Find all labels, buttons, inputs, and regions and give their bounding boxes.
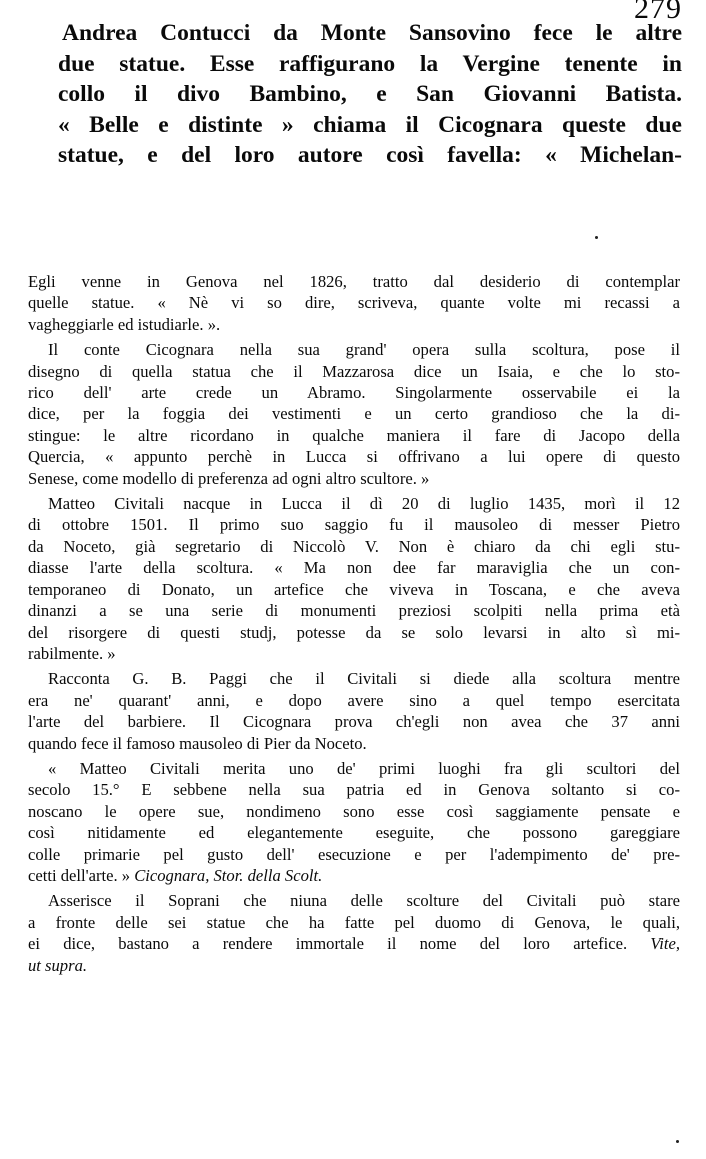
main-text-line: due statue. Esse raffigurano la Vergine tenente in — [58, 50, 682, 77]
citation: Vite, — [650, 934, 680, 954]
footnote-paragraph — [28, 890, 680, 976]
footnote-paragraph — [28, 758, 680, 886]
footnote-paragraph — [28, 271, 680, 335]
main-text-line: collo il divo Bambino, e San Giovanni Batista. — [58, 81, 682, 108]
footnote-line: da Noceto, già segretario di Niccolò V. Non è chiaro da chi egli stu- — [28, 536, 680, 556]
footnote-line: rico dell' arte crede un Abramo. Singolarmente osservabile ei la — [28, 383, 680, 403]
print-speck — [676, 1140, 679, 1143]
footnote-paragraph — [28, 493, 680, 664]
footnote-text: cetti dell'arte. » — [28, 865, 131, 885]
main-text — [58, 18, 682, 171]
footnote-line: dinanzi a se una serie di monumenti preziosi scolpiti nella prima età — [28, 601, 680, 621]
page-number: 279 — [634, 0, 682, 25]
citation: Cicognara, Stor. della Scolt. — [134, 865, 323, 885]
footnote-line: quelle statue. « Nè vi so dire, scriveva, quante volte mi recassi a — [28, 293, 680, 313]
footnote-line: diasse l'arte della scoltura. « Ma non dee far maraviglia che un con- — [28, 558, 680, 578]
footnote-line: così nitidamente ed elegantemente eseguite, che possono gareggiare — [28, 823, 680, 843]
footnote-line: Il conte Cicognara nella sua grand' opera sulla scoltura, pose il — [48, 340, 680, 360]
footnote-paragraph — [28, 668, 680, 754]
citation: ut supra. — [28, 955, 88, 975]
footnote-line: Quercia, « appunto perchè in Lucca si offrivano a lui opere di questo — [28, 447, 680, 467]
footnote-line: Matteo Civitali nacque in Lucca il dì 20 di luglio 1435, morì il 12 — [48, 494, 680, 514]
footnote-line: stingue: le altre ricordano in qualche maniera il fare di Jacopo della — [28, 425, 680, 445]
footnote-line: l'arte del barbiere. Il Cicognara prova ch'egli non avea che 37 anni — [28, 712, 680, 732]
footnote-line: colle primarie pel gusto dell' esecuzione e per l'adempimento de' pre- — [28, 844, 680, 864]
footnote-line: era ne' quarant' anni, e dopo avere sino a quel tempo esercitata — [28, 690, 680, 710]
main-text-line: statue, e del loro autore così favella: « Michelan- — [58, 142, 682, 169]
footnote-line: del risorgere di questi studj, potesse da se solo levarsi in alto sì mi- — [28, 622, 680, 642]
footnote-line: Racconta G. B. Paggi che il Civitali si diede alla scoltura mentre — [48, 669, 680, 689]
footnote-line: di ottobre 1501. Il primo suo saggio fu il mausoleo di messer Pietro — [28, 515, 680, 535]
footnote-line: secolo 15.° E sebbene nella sua patria ed in Genova soltanto si co- — [28, 780, 680, 800]
main-text-line: Andrea Contucci da Monte Sansovino fece le altre — [62, 20, 682, 46]
footnote-line: vagheggiarle ed istudiarle. ». — [28, 314, 221, 334]
footnote-line: « Matteo Civitali merita uno de' primi luoghi fra gli scultori del — [48, 758, 680, 778]
footnote-line: rabilmente. » — [28, 643, 116, 663]
footnotes — [28, 271, 680, 976]
footnote-line: dice, per la foggia dei vestimenti e un certo grandioso che la di- — [28, 404, 680, 424]
footnote-paragraph — [28, 339, 680, 489]
footnote-line: a fronte delle sei statue che ha fatte pel duomo di Genova, le quali, — [28, 912, 680, 932]
footnote-line: temporaneo di Donato, un artefice che viveva in Toscana, e che aveva — [28, 579, 680, 599]
footnote-line: disegno di quella statua che il Mazzarosa dice un Isaia, e che lo sto- — [28, 361, 680, 381]
footnote-line: Senese, come modello di preferenza ad ogni altro scultore. » — [28, 468, 430, 488]
footnote-line: Asserisce il Soprani che niuna delle scolture del Civitali può stare — [48, 891, 680, 911]
footnote-line: noscano le opere sue, nondimeno sono esse così saggiamente pensate e — [28, 801, 680, 821]
footnote-text: ei dice, bastano a rendere immortale il nome del loro artefice. — [28, 934, 628, 954]
main-text-line: « Belle e distinte » chiama il Cicognara queste due — [58, 111, 682, 138]
print-speck — [595, 236, 598, 239]
footnote-line: quando fece il famoso mausoleo di Pier da Noceto. — [28, 733, 367, 753]
footnote-line — [28, 933, 680, 954]
footnote-line — [28, 865, 680, 886]
footnote-line: Egli venne in Genova nel 1826, tratto dal desiderio di contemplar — [28, 272, 680, 291]
